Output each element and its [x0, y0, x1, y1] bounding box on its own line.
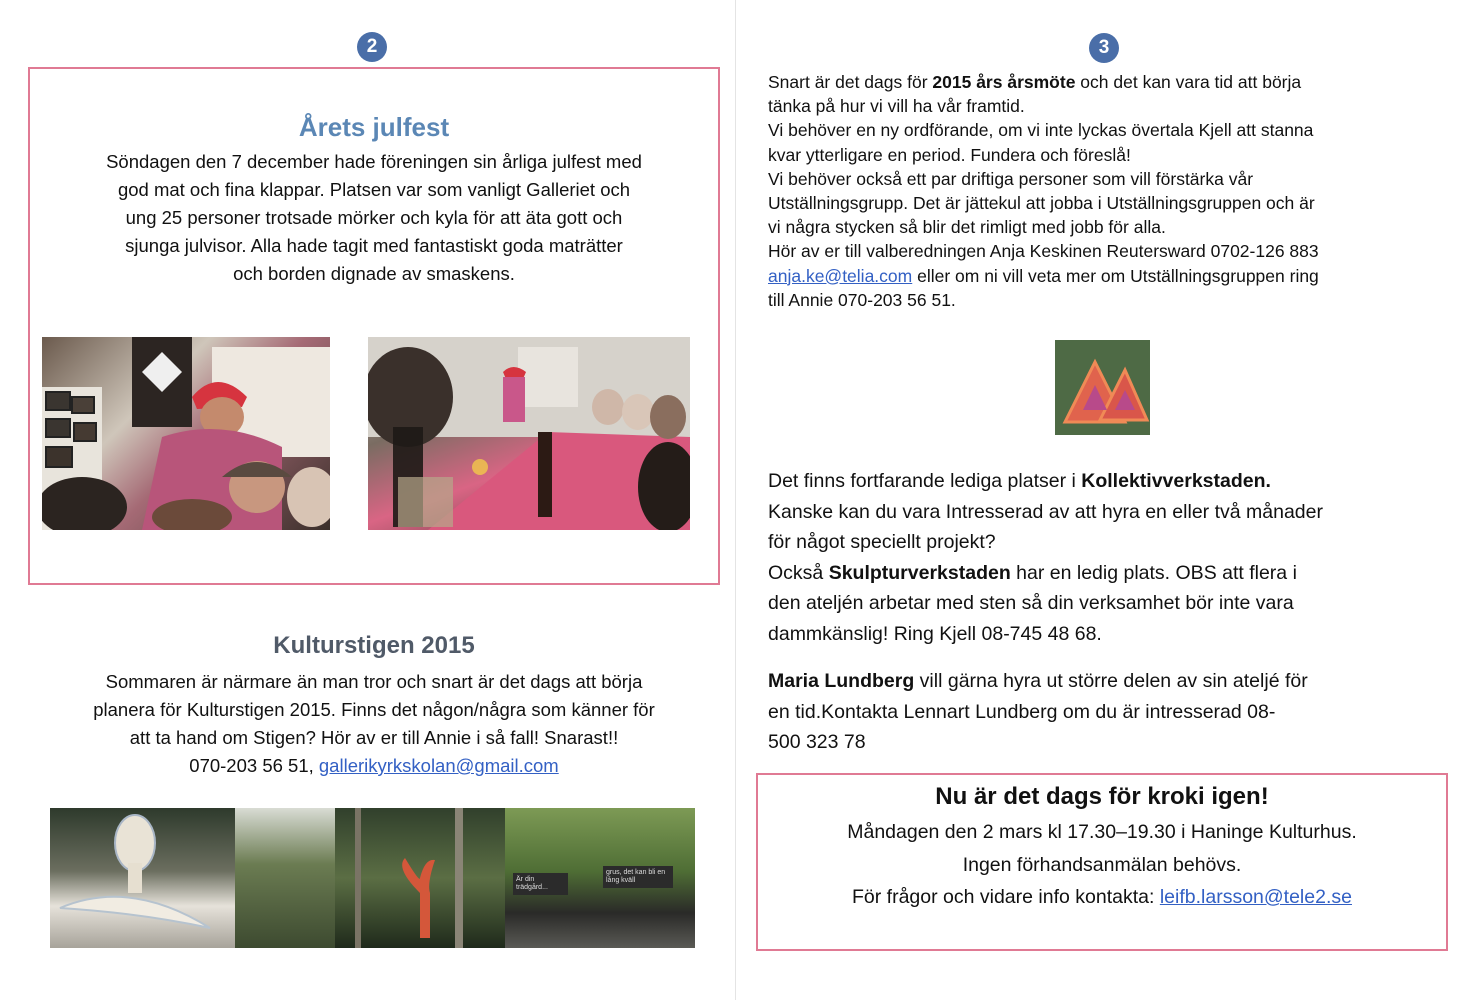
mosaic-sculpture-illustration [50, 808, 235, 948]
kollektiv-line [768, 558, 1438, 589]
page-fold-divider [735, 0, 736, 1000]
arsmote-line [768, 70, 1438, 94]
kulturstigen-line: planera för Kulturstigen 2015. Finns det någon/några som känner för [93, 699, 655, 720]
garden-sign-right: grus, det kan bli en lång kväll [603, 866, 673, 888]
arsmote-line: Hör av er till valberedningen Anja Keskinen Reutersward 0702-126 883 [768, 241, 1319, 262]
julfest-photo-dinner-table [368, 337, 690, 530]
kroki-line: Måndagen den 2 mars kl 17.30–19.30 i Haninge Kulturhus. [847, 821, 1357, 843]
arsmote-bold-span: 2015 års årsmöte [932, 72, 1076, 92]
arsmote-line: Vi behöver en ny ordförande, om vi inte lyckas övertala Kjell att stanna [768, 120, 1314, 141]
page-number-3-badge: 3 [1089, 33, 1119, 63]
arsmote-line: Utställningsgrupp. Det är jättekul att jobba i Utställningsgruppen och är [768, 193, 1315, 214]
maria-lundberg-paragraph [768, 666, 1398, 758]
julfest-line: ung 25 personer trotsade mörker och kyla för att äta gott och [125, 207, 623, 228]
kollektiv-bold-span: Skulpturverkstaden [828, 561, 1011, 584]
strip-photo-forest [235, 808, 335, 948]
arsmote-text-span: eller om ni vill veta mer om Utställningsgruppen ring [912, 265, 1319, 286]
arsmote-line: tänka på hur vi vill ha vår framtid. [768, 96, 1025, 117]
julfest-paragraph [48, 148, 700, 288]
kulturstigen-paragraph [40, 668, 708, 780]
kollektiv-text-span: Också [768, 561, 829, 584]
maria-bold-span: Maria Lundberg [768, 670, 915, 692]
page-number-2-badge: 2 [357, 32, 387, 62]
arsmote-line: Vi behöver också ett par driftiga personer som vill förstärka vår [768, 168, 1254, 189]
kollektiv-line [768, 466, 1438, 497]
kollektiv-line: dammkänslig! Ring Kjell 08-745 48 68. [768, 622, 1102, 645]
maria-line: 500 323 78 [768, 731, 866, 753]
kroki-line: Ingen förhandsanmälan behövs. [962, 853, 1242, 876]
kulturstigen-line: Sommaren är närmare än man tror och snart är det dags att börja [105, 671, 643, 692]
julfest-photo-santa-serving [42, 337, 330, 530]
julfest-title: Årets julfest [298, 112, 450, 142]
julfest-photo-santa-serving-illustration [42, 337, 330, 530]
red-sculpture-illustration [335, 808, 505, 948]
julfest-photo-dinner-table-illustration [368, 337, 690, 530]
julfest-line: sjunga julvisor. Alla hade tagit med fantastiskt goda maträtter [125, 235, 623, 256]
arsmote-text-span: Snart är det dags för [768, 72, 933, 92]
maria-line: en tid.Kontakta Lennart Lundberg om du är intresserad 08- [768, 700, 1276, 723]
anja-email-link[interactable]: anja.ke@telia.com [768, 265, 913, 286]
arsmote-line: vi några stycken så blir det rimligt med jobb för alla. [768, 217, 1166, 238]
strip-photo-red-sculpture [335, 808, 505, 948]
kroki-email-link[interactable]: leifb.larsson@tele2.se [1159, 886, 1352, 908]
julfest-line: god mat och fina klappar. Platsen var som vanligt Galleriet och [117, 179, 631, 200]
kollektivverkstaden-paragraph [768, 466, 1438, 649]
kulturstigen-email-link[interactable]: gallerikyrkskolan@gmail.com [318, 755, 559, 776]
kulturstigen-line: att ta hand om Stigen? Hör av er till Annie i så fall! Snarast!! [129, 727, 619, 748]
kulturstigen-photo-strip [50, 808, 695, 948]
kroki-paragraph [756, 816, 1448, 914]
kollektiv-bold-span: Kollektivverkstaden. [1081, 470, 1271, 492]
arsmote-text-span: och det kan vara tid att börja [1075, 72, 1302, 92]
arsmote-line: kvar ytterligare en period. Fundera och föreslå! [768, 144, 1131, 165]
kollektiv-text-span: Det finns fortfarande lediga platser i [768, 470, 1082, 492]
julfest-line: Söndagen den 7 december hade föreningen sin årliga julfest med [106, 151, 642, 172]
triangle-artwork-thumbnail [1055, 340, 1150, 435]
arsmote-line [768, 264, 1438, 288]
kulturstigen-title: Kulturstigen 2015 [273, 632, 475, 659]
arsmote-line: till Annie 070-203 56 51. [768, 289, 956, 310]
strip-photo-mosaic-sculpture [50, 808, 235, 948]
kroki-title: Nu är det dags för kroki igen! [935, 783, 1269, 810]
kroki-text-span: För frågor och vidare info kontakta: [852, 886, 1160, 908]
triangle-artwork-illustration [1055, 340, 1150, 435]
arsmote-paragraph [768, 70, 1438, 312]
garden-sign-left: Är din trädgård... [513, 873, 568, 895]
kollektiv-text-span: har en ledig plats. OBS att flera i [1010, 561, 1297, 584]
kollektiv-line: för något speciellt projekt? [768, 531, 996, 553]
julfest-line: och borden dignade av smaskens. [233, 263, 515, 284]
maria-text-span: vill gärna hyra ut större delen av sin ateljé för [914, 670, 1308, 692]
kollektiv-line: Kanske kan du vara Intresserad av att hyra en eller två månader [768, 500, 1323, 523]
kollektiv-line: den ateljén arbetar med sten så din verksamhet bör inte vara [768, 592, 1294, 614]
kulturstigen-contact-line [40, 752, 708, 780]
kulturstigen-phone: 070-203 56 51, [189, 755, 319, 776]
kroki-line [756, 881, 1448, 914]
maria-line [768, 666, 1398, 697]
